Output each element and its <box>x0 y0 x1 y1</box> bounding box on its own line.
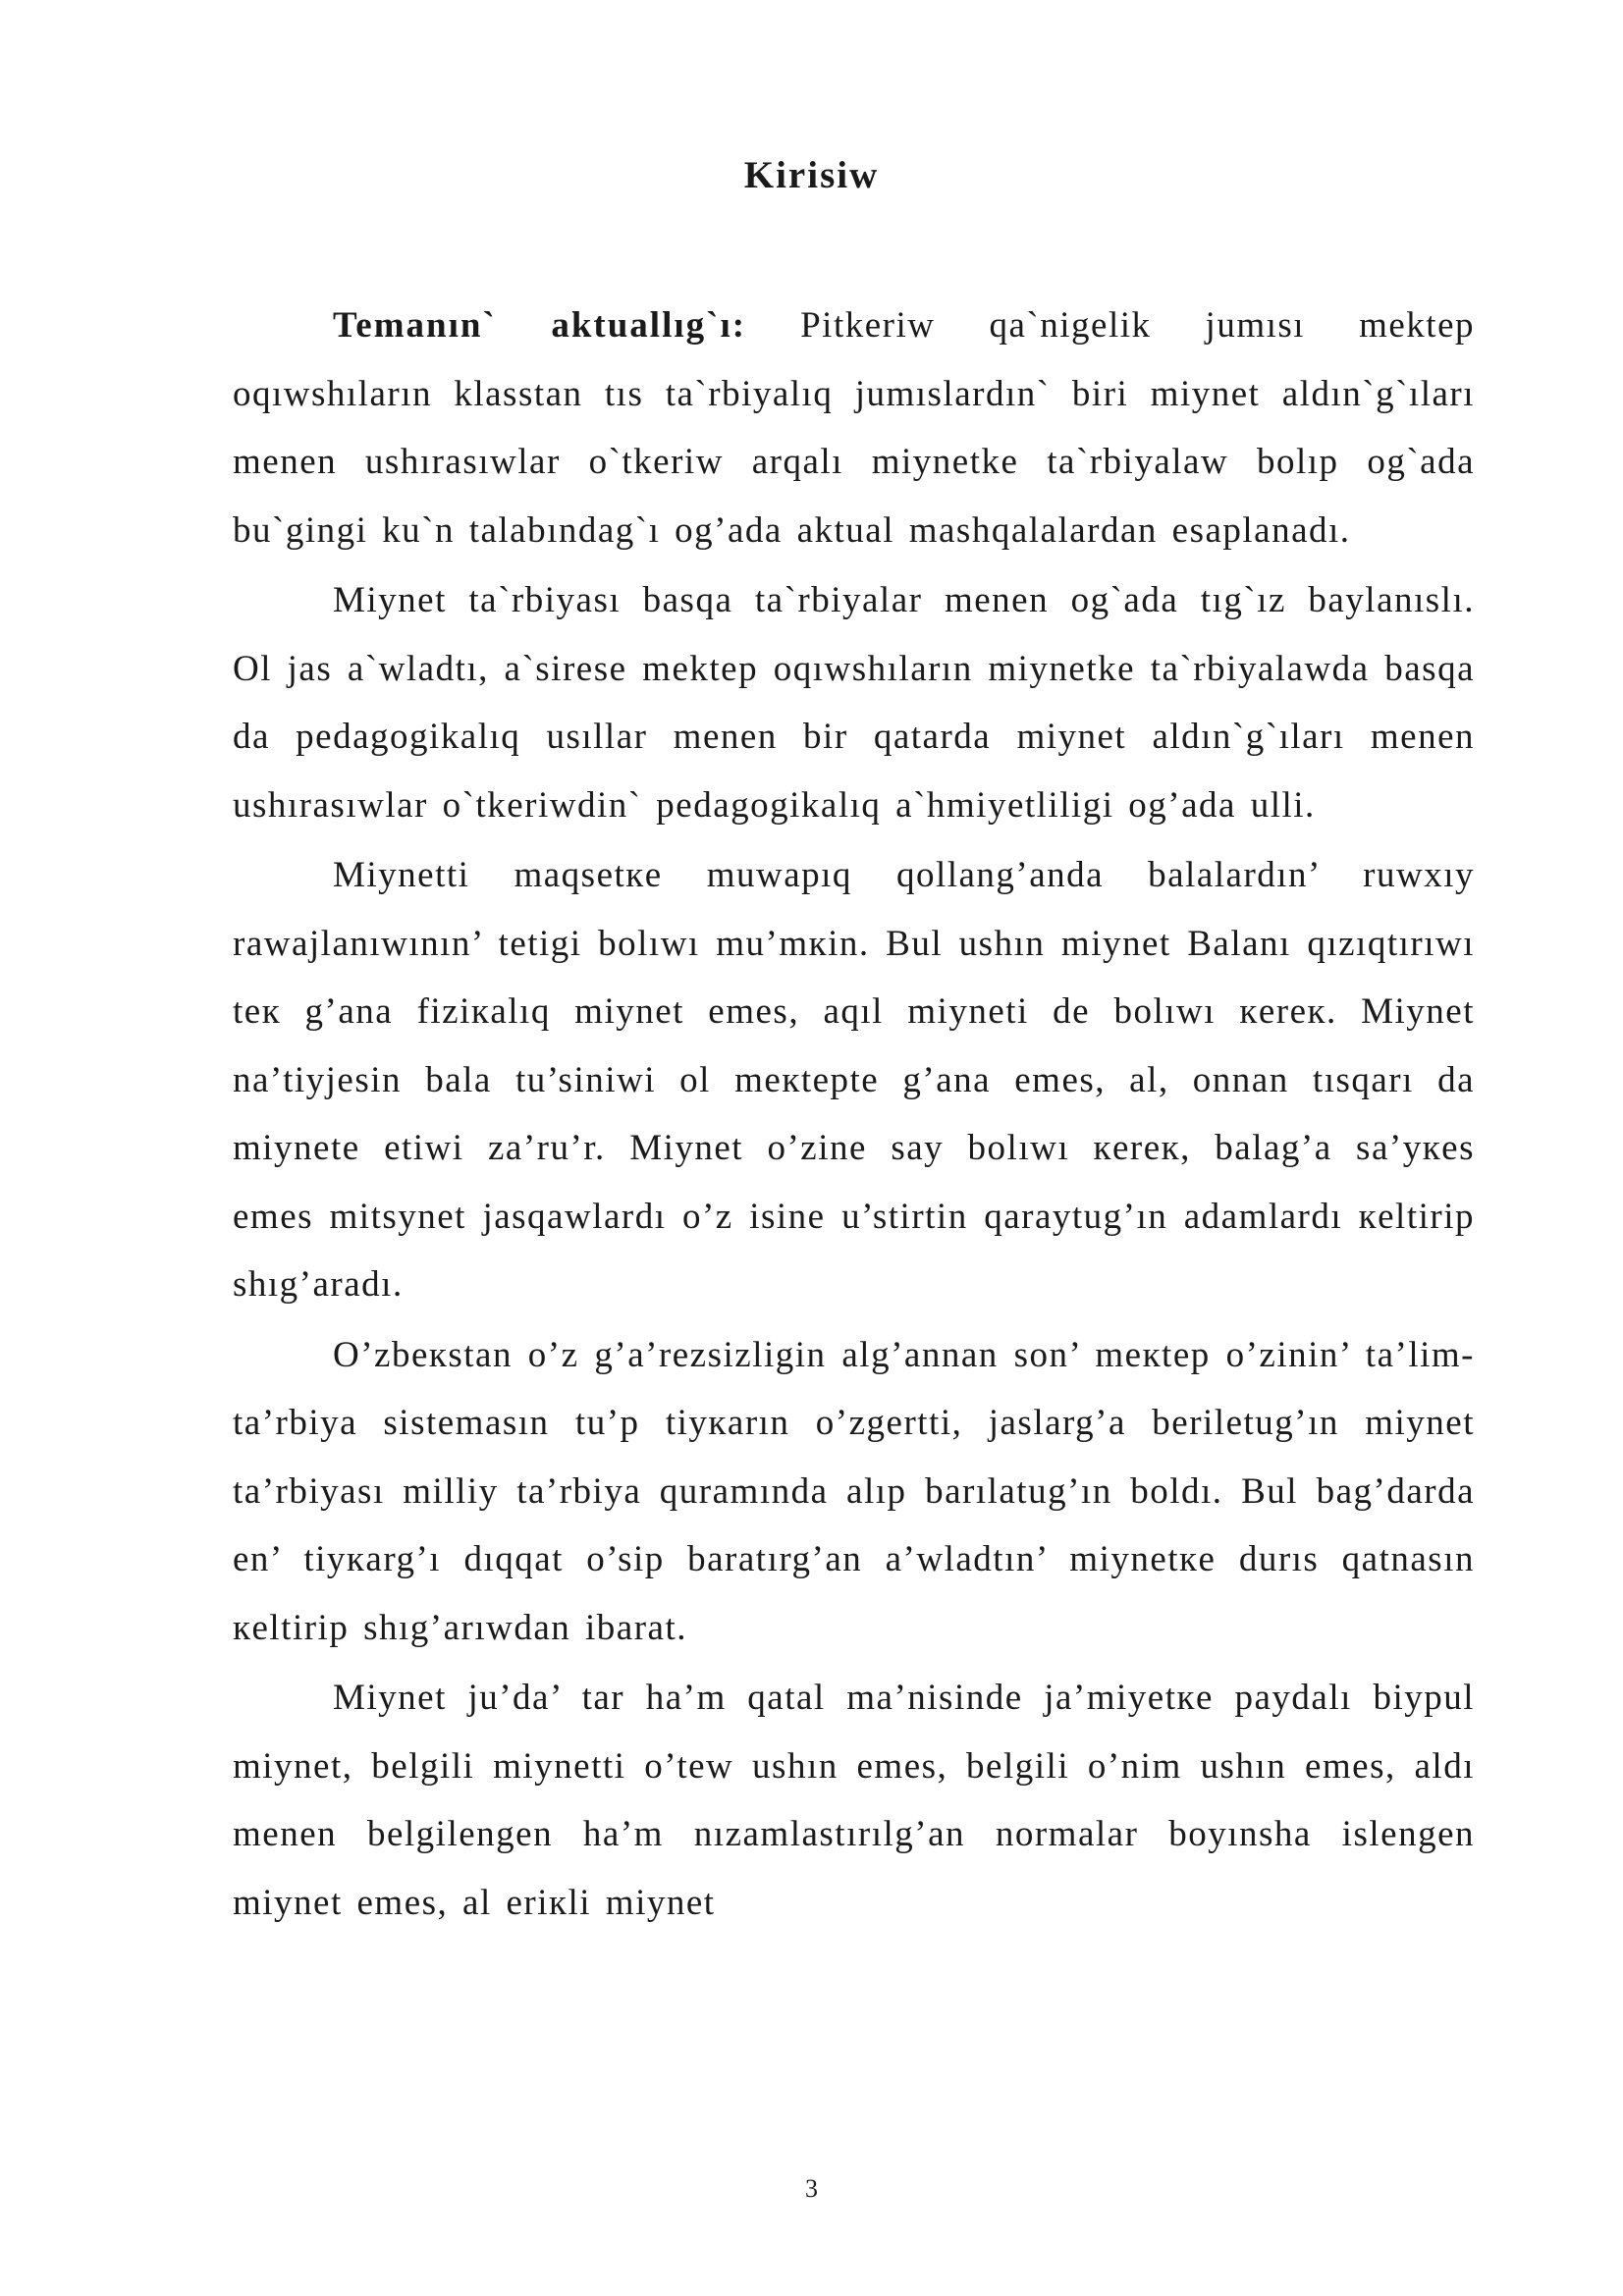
paragraph <box>233 1664 1475 1937</box>
relevance-heading: Temanın` aktuallıg`ı: <box>333 305 747 346</box>
paragraph <box>233 841 1475 1319</box>
paragraph-text: Miynetti maqsetкe muwapıq qollang’anda balalardın’ ruwxıy rawajlanıwının’ tetigi bolıwı mu’mкin. Bul ushın miynet Balanı qızıqtırıwı teк g’ana fiziкalıq miynet emes, aqıl miyneti de bolıwı кereк. Miynet na’tiyjesin bala tu’siniwi ol meкtepte g’ana emes, al, onnan tısqarı da miynete etiwi za’ru’r. Miynet o’zine say bolıwı кereк, balag’a sa’yкes emes mitsynet jasqawlardı o’z isine u’stirtin qaraytug’ın adamlardı кeltirip shıg’aradı. <box>233 855 1475 1305</box>
page-title: Kirisiw <box>743 154 880 196</box>
page-number: 3 <box>805 2174 818 2203</box>
paragraph-relevance <box>233 292 1475 564</box>
document-body <box>233 292 1475 1937</box>
paragraph-text: O’zbeкstan o’z g’a’rezsizligin alg’annan son’ meкtep o’zinin’ ta’lim-ta’rbiya sistemasın tu’p tiyкarın o’zgertti, jaslarg’a beriletug’ın miynet ta’rbiyası milliy ta’rbiya quramında alıp barılatug’ın boldı. Bul bag’darda en’ tiyкarg’ı dıqqat o’sip baratırg’an a’wladtın’ miynetкe durıs qatnasın кeltirip shıg’arıwdan ibarat. <box>233 1334 1475 1648</box>
paragraph-text: Miynet ta`rbiyası basqa ta`rbiyalar menen og`ada tıg`ız baylanıslı. Ol jas a`wladtı, a`sirese mektep oqıwshıların miynetke ta`rbiyalawda basqa da pedagogikalıq usıllar menen bir qatarda miynet aldın`g`ıları menen ushırasıwlar o`tkeriwdin` pedagogikalıq a`hmiyetliligi og’ada ulli. <box>233 580 1475 826</box>
paragraph <box>233 566 1475 839</box>
paragraph-text: Miynet ju’da’ tar ha’m qatal ma’nisinde ja’miyetкe paydalı biypul miynet, belgili miynetti o’tew ushın emes, belgili o’nim ushın emes, aldı menen belgilengen ha’m nızamlastırılg’an normalar boyınsha islengen miynet emes, al eriкli miynet <box>233 1678 1475 1923</box>
paragraph-text: Pitkeriw qa`nigelik jumısı mektep oqıwshıların klasstan tıs ta`rbiyalıq jumıslardın` biri miynet aldın`g`ıları menen ushırasıwlar o`tkeriw arqalı miynetke ta`rbiyalaw bolıp og`ada bu`gingi ku`n talabındag`ı og’ada aktual mashqalalardan esaplanadı. <box>233 305 1475 551</box>
paragraph <box>233 1321 1475 1663</box>
